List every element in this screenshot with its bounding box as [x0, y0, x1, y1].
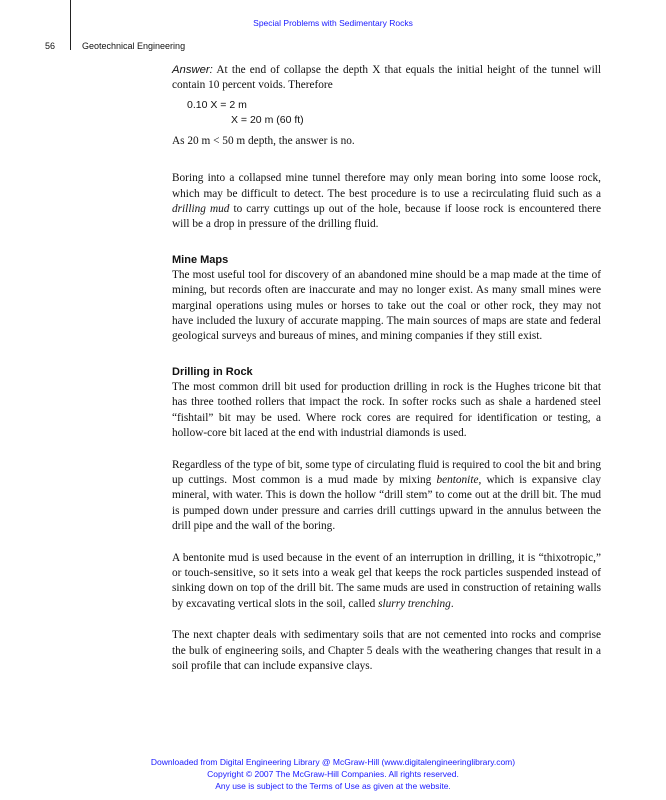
- regardless-text-2: , which is expansive clay mineral, with water. This is down the hollow “drill stem” to come out at the drill bit. The mud is pumped down under pressure and carries drill cuttings upward in the annulus between the drill pipe and the wall of the boring.: [172, 473, 601, 533]
- footer-terms-link[interactable]: Any use is subject to the Terms of Use as given at the website.: [215, 781, 451, 791]
- answer-conclusion: As 20 m < 50 m depth, the answer is no.: [172, 134, 355, 147]
- mine-maps-heading: Mine Maps: [172, 253, 229, 266]
- regardless-text-1: Regardless of the type of bit, some type of circulating fluid is required to cool the bit and bring up cuttings. Most common is a mud made by mixing: [172, 458, 601, 486]
- bentonite-text-1: A bentonite mud is used because in the event of an interruption in drilling, it is “thixotropic,” or touch-sensitive, so it sets into a weak gel that keeps the rock particles suspended instead of sinking down on top of the drill bit. The same muds are used in construction of retaining walls by excavating vertical slots in the soil, called: [172, 551, 601, 610]
- boring-paragraph: [172, 171, 601, 233]
- page-body: [172, 63, 601, 674]
- drilling-mud-term: drilling mud: [172, 203, 230, 216]
- next-chapter-paragraph: The next chapter deals with sedimentary soils that are not cemented into rocks and comprise the bulk of engineering soils, and Chapter 5 deals with the weathering changes that result in a soil profile that can include expansive clays.: [172, 629, 601, 672]
- regardless-paragraph: [172, 458, 601, 535]
- bentonite-term: bentonite: [436, 473, 479, 486]
- drilling-heading: Drilling in Rock: [172, 365, 253, 378]
- equation-1: 0.10 X = 2 m: [187, 98, 247, 111]
- equation-2: X = 20 m (60 ft): [231, 113, 304, 126]
- chapter-title-link[interactable]: Special Problems with Sedimentary Rocks: [253, 18, 413, 28]
- footer-copyright-link[interactable]: Copyright © 2007 The McGraw-Hill Companies. All rights reserved.: [207, 769, 459, 779]
- running-title: Geotechnical Engineering: [82, 41, 186, 51]
- answer-text: At the end of collapse the depth X that equals the initial height of the tunnel will contain 10 percent voids. Therefore: [172, 64, 602, 92]
- slurry-trenching-term: slurry trenching: [378, 597, 451, 610]
- bentonite-text-2: .: [450, 597, 454, 610]
- page-number: 56: [45, 41, 56, 51]
- boring-text-2: to carry cuttings up out of the hole, because if loose rock is encountered there will be a drop in pressure of the drilling fluid.: [172, 203, 601, 231]
- boring-text-1: Boring into a collapsed mine tunnel therefore may only mean boring into some loose rock, which may be difficult to detect. The best procedure is to use a recirculating fluid such as a: [172, 172, 601, 200]
- header-divider: [70, 0, 71, 50]
- drilling-paragraph: The most common drill bit used for production drilling in rock is the Hughes tricone bit that has three toothed rollers that impact the rock. In softer rocks such as shale a hardened steel “fishtail” bit may be used. Where rock cores are required for identification or testing, a hollow-core bit laced at the end with industrial diamonds is used.: [172, 380, 601, 440]
- footer-download-link[interactable]: Downloaded from Digital Engineering Library @ McGraw-Hill (www.digitalengineeringlibrary.com): [150, 757, 516, 767]
- bentonite-paragraph: [172, 551, 601, 613]
- answer-paragraph: [172, 63, 601, 94]
- mine-maps-paragraph: The most useful tool for discovery of an abandoned mine should be a map made at the time of mining, but records often are inaccurate and may no longer exist. As many small mines were marginal operations using mules or horses to take out the coal or other rock, they may not have included the luxury of accurate mapping. The main sources of maps are state and federal geological surveys and bureaus of mines, and mining companies if they still exist.: [172, 268, 601, 343]
- answer-label: Answer:: [172, 64, 213, 76]
